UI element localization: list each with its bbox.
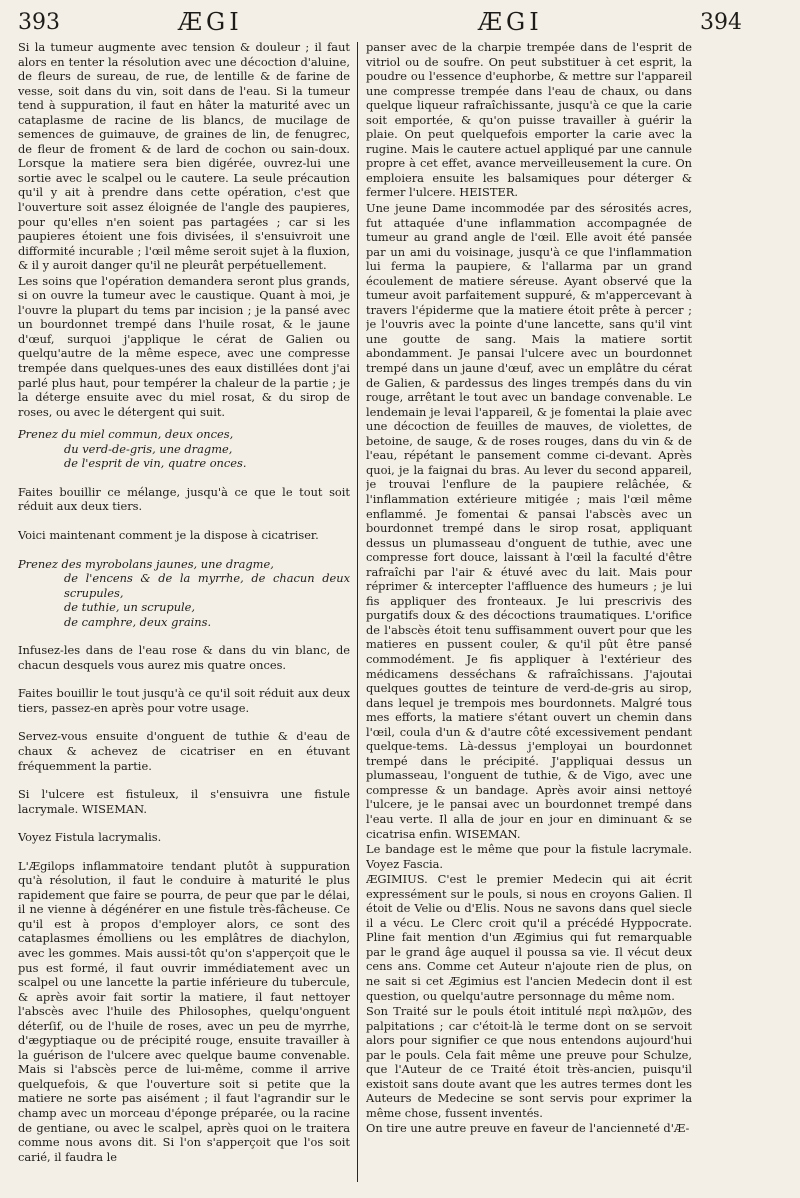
paragraph: Faites bouillir ce mélange, jusqu'à ce que le tout soit réduit aux deux tiers. <box>18 484 350 514</box>
paragraph: Si la tumeur augmente avec tension & douleur ; il faut alors en tenter la résolution avec une décoction d'aluine, de fleurs de sureau, de rue, de lentille & de farine de vesse, soit dans du vin, soit dans de l'eau. Si la tumeur tend à suppuration, il faut en hâter la maturité avec un cataplasme de racine de lis blancs, de mucilage de semences de guimauve, de graines de lin, de fenugrec, de fleur de froment & de lard de cochon ou sain-doux. Lorsque la matiere sera bien digérée, ouvrez-lui une sortie avec le scalpel ou le cautere. La seule précaution qu'il y ait à prendre dans cette opération, c'est que l'ouverture soit assez éloignée de l'angle des paupieres, pour qu'elles n'en soient pas partagées ; car si les paupieres étoient une fois divisées, il s'ensuivroit une difformité incurable ; l'œil même seroit sujet à la fluxion, & il y auroit danger qu'il ne pleurât perpétuellement. <box>18 40 350 273</box>
page-number-left: 393 <box>18 10 60 35</box>
recipe-block <box>18 557 350 630</box>
page-header <box>0 0 800 40</box>
paragraph: Voici maintenant comment je la dispose à cicatriser. <box>18 527 319 542</box>
running-title-left: ÆGI <box>178 8 243 36</box>
recipe-line: de tuthie, un scrupule, <box>64 600 196 615</box>
paragraph: Voyez Fistula lacrymalis. <box>18 830 162 845</box>
paragraph: L'Ægilops inflammatoire tendant plutôt à suppuration qu'à résolution, il faut le conduire à maturité le plus rapidement que faire se pourra, de peur que par le délai, il ne vienne à dégénérer en une fistule très-fâcheuse. Ce qu'il est à propos d'employer alors, ce sont des cataplasmes émolliens ou les emplâtres de diachylon, avec les gommes. Mais aussi-tôt qu'on s'apperçoit que le pus est formé, il faut ouvrir immédiatement avec un scalpel ou une lancette la partie inférieure du tubercule, & après avoir fait sortir la matiere, il faut nettoyer l'abscès avec l'huile des Philosophes, quelqu'onguent déterſif, ou de l'huile de roses, avec un peu de myrrhe, d'ægyptiaque ou de précipité rouge, ensuite travailler à la guérison de l'ulcere avec quelque baume convenable. Mais si l'abscès perce de lui-même, comme il arrive quelquefois, & que l'ouverture soit si petite que la matiere ne sorte pas aisément ; il faut l'agrandir sur le champ avec un morceau d'éponge préparée, ou la racine de gentiane, ou avec le scalpel, après quoi on le traitera comme nous avons dit. Si l'on s'apperçoit que l'os soit carié, il faudra le <box>18 858 350 1164</box>
column-divider <box>357 42 358 1182</box>
recipe-line: de camphre, deux grains. <box>64 614 212 629</box>
right-text-column <box>366 40 692 1190</box>
paragraph: Faites bouillir le tout jusqu'à ce qu'il soit réduit aux deux tiers, passez-en après pour votre usage. <box>18 686 350 715</box>
recipe-block <box>18 427 350 471</box>
paragraph: Le bandage est le même que pour la fistule lacrymale. Voyez Fascia. <box>366 842 692 871</box>
recipe-line: Prenez du miel commun, deux onces, <box>18 427 234 442</box>
paragraph: Les soins que l'opération demandera seront plus grands, si on ouvre la tumeur avec le caustique. Quant à moi, je l'ouvre la plupart du tems par incision ; je la pansé avec un bourdonnet trempé dans l'huile rosat, & le jaune d'œuf, surquoi j'applique le cérat de Galien ou quelqu'autre de la même espece, avec une compresse trempée dans quelques-unes des eaux distillées dont j'ai parlé plus haut, pour tempérer la chaleur de la partie ; je la déterge ensuite avec du miel rosat, & du sirop de roses, ou avec le détergent qui suit. <box>18 273 350 419</box>
paragraph: panser avec de la charpie trempée dans de l'esprit de vitriol ou de soufre. On peut substituer à cet esprit, la poudre ou l'essence d'euphorbe, & mettre sur l'appareil une compresse trempée dans l'eau de chaux, ou dans quelque liqueur rafraîchissante, jusqu'à ce que la carie soit emportée, & qu'on puisse travailler à guérir la plaie. On peut quelquefois emporter la carie avec la rugine. Mais le cautere actuel appliqué par une cannule propre à cet effet, avance merveilleusement la cure. On emploiera ensuite les balsamiques pour déterger & fermer l'ulcere. HEISTER. <box>366 40 692 200</box>
paragraph: On tire une autre preuve en faveur de l'ancienneté d'Æ- <box>366 1121 690 1136</box>
recipe-line: Prenez des myrobolans jaunes, une dragme, <box>18 556 274 571</box>
paragraph: ÆGIMIUS. C'est le premier Medecin qui ait écrit expressément sur le pouls, si nous en croyons Galien. Il étoit de Velie ou d'Elis. Nous ne savons dans quel siecle il a vécu. Le Clerc croit qu'il a précédé Hyppocrate. Pline fait mention d'un Ægimius qui fut remarquable par le grand âge auquel il poussa sa vie. Il vécut deux cens ans. Comme cet Auteur n'ajoute rien de plus, on ne sait si cet Ægimius est l'ancien Medecin dont il est question, ou quelqu'autre personnage du même nom. <box>366 872 692 1003</box>
paragraph: Si l'ulcere est fistuleux, il s'ensuivra une fistule lacrymale. WISEMAN. <box>18 787 350 816</box>
paragraph: Infusez-les dans de l'eau rose & dans du vin blanc, de chacun desquels vous aurez mis quatre onces. <box>18 643 350 672</box>
paragraph: Son Traité sur le pouls étoit intitulé περὶ παλμῶν, des palpitations ; car c'étoit-là le terme dont on se servoit alors pour signifier ce que nous entendons aujourd'hui par le pouls. Cela fait même une preuve pour Schulze, que l'Auteur de ce Traité étoit très-ancien, puisqu'il existoit sans doute avant que les autres termes dont les Auteurs de Medecine se sont servis pour exprimer la même chose, fussent inventés. <box>366 1004 692 1120</box>
paragraph: Servez-vous ensuite d'onguent de tuthie & d'eau de chaux & achevez de cicatriser en en étuvant fréquemment la partie. <box>18 729 350 773</box>
recipe-line: du verd-de-gris, une dragme, <box>64 441 233 456</box>
paragraph: Une jeune Dame incommodée par des sérosités acres, fut attaquée d'une inflammation accompagnée de tumeur au grand angle de l'œil. Elle avoit été pansée par un ami du voisinage, jusqu'à ce que l'inflammation lui ferma la paupiere, & l'allarma par un grand écoulement de matiere séreuse. Ayant observé que la tumeur avoit parfaitement suppuré, & m'appercevant à travers l'épiderme que la matiere étoit prête à percer ; je l'ouvris avec la pointe d'une lancette, sans qu'il vint une goutte de sang. Mais la matiere sortit abondamment. Je pansai l'ulcere avec un bourdonnet trempé dans un jaune d'œuf, avec un emplâtre du cérat de Galien, & pardessus des linges trempés dans du vin rouge, arrêtant le tout avec un bandage convenable. Le lendemain je levai l'appareil, & je fomentai la plaie avec une décoction de feuilles de mauves, de violettes, de betoine, de sauge, & de roses rouges, dans du vin & de l'eau, répétant le pansement comme ci-devant. Après quoi, je la faignai du bras. Au lever du second appareil, je trouvai l'enflure de la paupiere relâchée, & l'inflammation extérieure mitigée ; mais l'œil même enflammé. Je fomentai & pansai l'abscès avec un bourdonnet trempé dans le sirop rosat, appliquant dessus un plumasseau d'onguent de tuthie, avec une compresse fort douce, laissant à l'œil la faculté d'être rafraîchi par l'air & étuvé avec du lait. Mais pour réprimer & intercepter l'affluence des humeurs ; je lui fis appliquer des fronteaux. Je lui prescrivis des purgatifs doux & des décoctions traumatiques. L'orifice de l'abscès étoit tenu suffisamment ouvert pour que les matieres en pussent couler, & qu'il pût être pansé commodément. Je fis appliquer à l'extérieur des médicamens desséchans & rafraîchissans. J'ajoutai quelques gouttes de teinture de verd-de-gris au sirop, dans lequel je trempois mes bourdonnets. Malgré tous mes efforts, la matiere s'étant ouvert un chemin dans l'œil, coula d'un & d'autre côté excessivement pendant quelque-tems. Là-dessus j'employai un bourdonnet trempé dans le précipité. J'appliquai dessus un plumasseau, l'onguent de tuthie, & de Vigo, avec une compresse & un bandage. Après avoir ainsi nettoyé l'ulcere, je le pansai avec un bourdonnet trempé dans l'eau verte. Il alla de jour en jour en diminuant & se cicatrisa enfin. WISEMAN. <box>366 201 692 841</box>
running-title-right: ÆGI <box>478 8 543 36</box>
recipe-line: de l'esprit de vin, quatre onces. <box>64 456 247 471</box>
recipe-line: de l'encens & de la myrrhe, de chacun deux scrupules, <box>64 571 350 600</box>
page-number-right: 394 <box>700 10 742 35</box>
left-text-column <box>18 40 350 1190</box>
